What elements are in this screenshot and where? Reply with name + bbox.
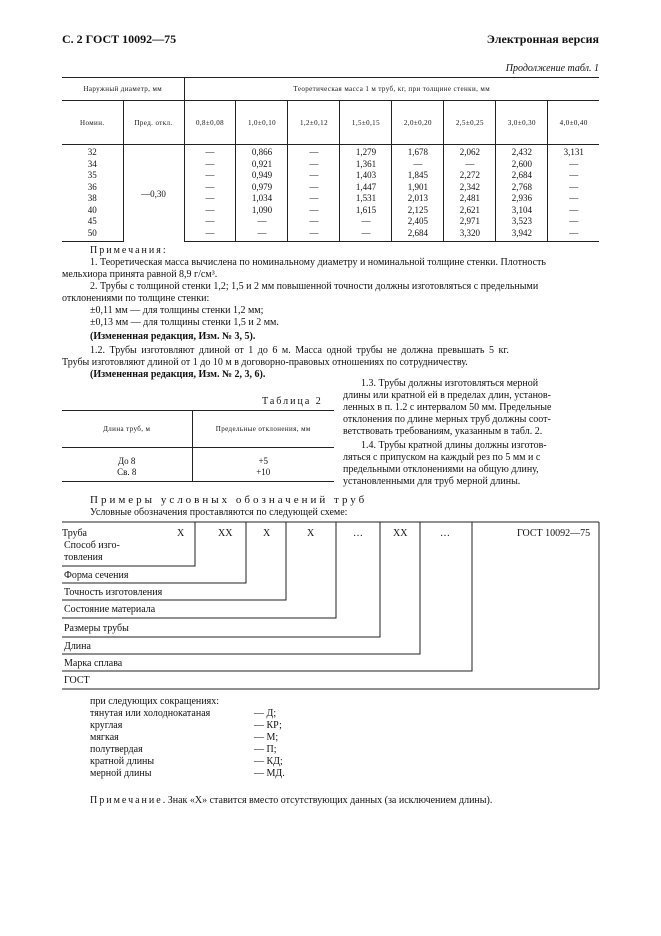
mass-cell: 2,272 xyxy=(444,170,496,182)
page-header-right: Электронная версия xyxy=(486,32,599,46)
mass-cell: — xyxy=(236,228,288,242)
scheme-symbol: X xyxy=(263,528,271,539)
mass-cell: 2,013 xyxy=(392,193,444,205)
note-2-line-3: ±0,11 мм — для толщины стенки 1,2 мм; xyxy=(90,305,264,316)
scheme-label: Размеры трубы xyxy=(64,623,129,634)
para-1-2-line-2: Трубы изготовляют длиной от 1 до 10 м в договорно-правовых отношениях по сотрудничеству. xyxy=(62,357,468,368)
mass-cell: 1,279 xyxy=(340,145,392,159)
thickness-header: 2,5±0,25 xyxy=(444,101,496,145)
mass-cell: 2,684 xyxy=(392,228,444,242)
note-2-line-4: ±0,13 мм — для толщины стенки 1,5 и 2 мм. xyxy=(90,317,279,328)
edit-note-1: (Измененная редакция, Изм. № 3, 5). xyxy=(90,331,256,342)
length-cell: Св. 8 xyxy=(62,467,192,482)
scheme-label: Длина xyxy=(64,641,91,652)
para-1-2-line-1: 1.2. Трубы изготовляют длиной от 1 до 6 м. Масса одной трубы не должна превышать 5 кг. xyxy=(90,345,509,356)
mass-cell: 3,104 xyxy=(496,205,548,217)
para-line: 1.3. Трубы должны изготовляться мерной xyxy=(361,378,539,389)
mass-cell: 0,949 xyxy=(236,170,288,182)
mass-cell: — xyxy=(184,193,236,205)
abbr-term: мерной длины xyxy=(90,768,152,779)
mass-cell: — xyxy=(184,145,236,159)
final-note xyxy=(90,795,492,807)
mass-cell: — xyxy=(288,145,340,159)
scheme-symbol: XX xyxy=(218,528,233,539)
mass-cell: 3,131 xyxy=(548,145,599,159)
thickness-header: 1,0±0,10 xyxy=(236,101,288,145)
scheme-symbol: … xyxy=(353,528,363,539)
mass-cell: — xyxy=(288,193,340,205)
mass-cell: — xyxy=(288,159,340,171)
note-2-line-1: 2. Трубы с толщиной стенки 1,2; 1,5 и 2 мм повышенной точности должны изготовляться с предельными xyxy=(90,281,539,292)
mass-cell: 2,971 xyxy=(444,216,496,228)
mass-cell: — xyxy=(548,159,599,171)
abbr-code: — М; xyxy=(254,732,279,743)
deviation-header: Предельные отклонения, мм xyxy=(192,411,334,448)
diameter-cell: 32 xyxy=(87,147,97,157)
mass-cell: 2,936 xyxy=(496,193,548,205)
mass-cell: 2,600 xyxy=(496,159,548,171)
mass-cell: 0,921 xyxy=(236,159,288,171)
mass-cell: 1,531 xyxy=(340,193,392,205)
mass-cell: — xyxy=(548,205,599,217)
scheme-label: товления xyxy=(64,552,103,563)
scheme-label-pipe: Труба xyxy=(62,528,87,539)
scheme-symbol: X xyxy=(177,528,185,539)
examples-title: Примеры условных обозначений труб xyxy=(90,494,368,506)
mass-cell: 1,845 xyxy=(392,170,444,182)
scheme-label: Способ изго- xyxy=(64,540,120,551)
mass-cell: 2,768 xyxy=(496,182,548,194)
scheme-gost: ГОСТ 10092—75 xyxy=(517,528,591,539)
mass-cell: — xyxy=(184,159,236,171)
diameter-cell: 45 xyxy=(87,216,97,226)
final-note-text: . Знак «Х» ставится вместо отсутствующих данных (за исключением длины). xyxy=(162,795,493,806)
mass-cell: — xyxy=(548,170,599,182)
mass-cell: 0,866 xyxy=(236,145,288,159)
para-line: ленных в п. 1.2 с интервалом 50 мм. Предельные xyxy=(343,402,552,413)
outer-diameter-header: Наружный диаметр, мм xyxy=(62,78,184,101)
mass-cell: 2,125 xyxy=(392,205,444,217)
table-continuation-label: Продолжение табл. 1 xyxy=(505,63,599,74)
mass-cell: 3,942 xyxy=(496,228,548,242)
abbr-code: — МД. xyxy=(254,768,285,779)
abbr-code: — Д; xyxy=(254,708,277,719)
para-line: предельными отклонениями на общую длину, xyxy=(343,464,539,475)
abbr-term: мягкая xyxy=(90,732,119,743)
notes-title: Примечания: xyxy=(90,245,168,256)
note-1-line-1: 1. Теоретическая масса вычислена по номинальному диаметру и номинальной толщине стенки. Плотность xyxy=(90,257,546,268)
mass-header: Теоретическая масса 1 м труб, кг, при толщине стенки, мм xyxy=(184,78,599,101)
mass-cell: — xyxy=(444,159,496,171)
abbr-code: — П; xyxy=(254,744,277,755)
diameter-cell: 50 xyxy=(62,228,123,242)
para-line: отклонения по длине мерных труб должны соот- xyxy=(343,414,551,425)
mass-cell: — xyxy=(288,182,340,194)
mass-cell: 2,481 xyxy=(444,193,496,205)
mass-cell: 3,523 xyxy=(496,216,548,228)
mass-cell: — xyxy=(392,159,444,171)
scheme-symbol: XX xyxy=(393,528,408,539)
mass-cell: — xyxy=(340,228,392,242)
deviation-header: Пред. откл. xyxy=(123,101,184,145)
thickness-header: 2,0±0,20 xyxy=(392,101,444,145)
mass-cell: 2,684 xyxy=(496,170,548,182)
mass-cell: 1,615 xyxy=(340,205,392,217)
thickness-header: 3,0±0,30 xyxy=(496,101,548,145)
page-header-left: С. 2 ГОСТ 10092—75 xyxy=(62,32,177,46)
diameter-cell: 36 xyxy=(87,181,97,192)
diameter-cell: 34 xyxy=(87,158,97,169)
length-cell: До 8 xyxy=(118,456,136,466)
mass-cell: — xyxy=(548,182,599,194)
abbr-term: круглая xyxy=(90,720,123,731)
para-line: установленными для труб мерной длины. xyxy=(343,476,521,487)
thickness-header: 0,8±0,08 xyxy=(184,101,236,145)
para-line: 1.4. Трубы кратной длины должны изготов- xyxy=(361,440,547,451)
mass-cell: — xyxy=(236,216,288,228)
final-note-label: Примечание xyxy=(90,795,163,806)
mass-cell: 2,405 xyxy=(392,216,444,228)
edit-note-2: (Измененная редакция, Изм. № 2, 3, 6). xyxy=(90,369,266,380)
mass-cell: — xyxy=(184,182,236,194)
mass-cell: 1,678 xyxy=(392,145,444,159)
mass-cell: 1,090 xyxy=(236,205,288,217)
mass-cell: — xyxy=(288,205,340,217)
examples-intro: Условные обозначения проставляются по следующей схеме: xyxy=(90,507,348,518)
mass-cell: — xyxy=(184,170,236,182)
mass-cell: 1,034 xyxy=(236,193,288,205)
nominal-header: Номин. xyxy=(62,101,123,145)
mass-cell: 3,320 xyxy=(444,228,496,242)
mass-cell: 1,447 xyxy=(340,182,392,194)
mass-cell: 1,361 xyxy=(340,159,392,171)
mass-cell: — xyxy=(548,216,599,228)
mass-cell: 2,342 xyxy=(444,182,496,194)
scheme-symbol: … xyxy=(440,528,450,539)
mass-cell: 0,979 xyxy=(236,182,288,194)
scheme-label: Точность изготовления xyxy=(64,587,163,598)
deviation-cell: +10 xyxy=(192,467,334,482)
abbr-term: кратной длины xyxy=(90,756,155,767)
mass-cell: — xyxy=(548,193,599,205)
scheme-label: Марка сплава xyxy=(64,658,123,669)
para-line: ляться с припуском на каждый рез по 5 мм и с xyxy=(343,452,541,463)
para-line: длины или кратной ей в пределах длин, установ- xyxy=(343,390,551,401)
abbr-term: полутвердая xyxy=(90,744,143,755)
mass-cell: — xyxy=(184,205,236,217)
mass-cell: 1,901 xyxy=(392,182,444,194)
diameter-cell: 40 xyxy=(87,204,97,215)
scheme-symbol: X xyxy=(307,528,315,539)
abbr-term: тянутая или холоднокатаная xyxy=(90,708,211,719)
diameter-cell: 38 xyxy=(87,193,97,203)
mass-cell: — xyxy=(340,216,392,228)
mass-cell: — xyxy=(288,228,340,242)
abbr-code: — КР; xyxy=(254,720,282,731)
mass-cell: — xyxy=(288,216,340,228)
abbr-code: — КД; xyxy=(254,756,283,767)
mass-cell: — xyxy=(184,228,236,242)
mass-cell: — xyxy=(288,170,340,182)
length-header: Длина труб, м xyxy=(62,411,192,448)
abbr-title: при следующих сокращениях: xyxy=(90,696,220,707)
mass-cell: — xyxy=(548,228,599,242)
scheme-label: ГОСТ xyxy=(64,675,90,686)
note-2-line-2: отклонениями по толщине стенки: xyxy=(62,293,210,304)
table-2-caption: Таблица 2 xyxy=(262,396,323,407)
mass-cell: 2,621 xyxy=(444,205,496,217)
diameter-cell: 35 xyxy=(87,170,97,180)
thickness-header: 1,2±0,12 xyxy=(288,101,340,145)
thickness-header: 4,0±0,40 xyxy=(548,101,599,145)
mass-cell: — xyxy=(184,216,236,228)
deviation-cell: +5 xyxy=(192,448,334,468)
mass-cell: 2,062 xyxy=(444,145,496,159)
note-1-line-2: мельхиора принята равной 8,9 г/см³. xyxy=(62,269,218,280)
tolerance-cell: —0,30 xyxy=(123,145,184,242)
para-line: ветствовать требованиям, указанным в табл. 2. xyxy=(343,426,543,437)
mass-cell: 1,403 xyxy=(340,170,392,182)
mass-cell: 2,432 xyxy=(496,145,548,159)
thickness-header: 1,5±0,15 xyxy=(340,101,392,145)
scheme-label: Состояние материала xyxy=(64,604,156,615)
scheme-label: Форма сечения xyxy=(64,570,129,581)
